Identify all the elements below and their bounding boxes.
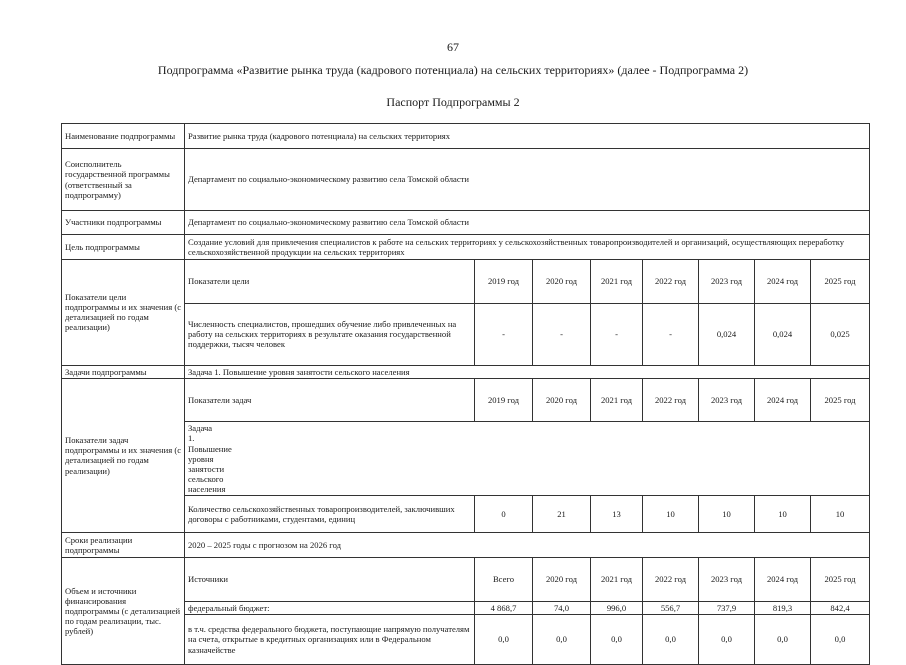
cell-source: в т.ч. средства федерального бюджета, поступающие напрямую получателям на счета, открытые в кредитных организациях или в Федеральном казначействе [185,614,475,664]
cell-label: Показатели задач подпрограммы и их значения (с детализацией по годам реализации) [62,378,185,533]
row-participants [62,211,870,235]
cell-task-label: Задача 1. Повышение уровня занятости сельского населения [185,422,870,496]
cell-label: Показатели цели подпрограммы и их значения (с детализацией по годам реализации) [62,260,185,366]
cell-value: 0,0 [643,614,699,664]
cell-value: 996,0 [591,601,643,614]
cell-header: 2022 год [643,378,699,422]
cell-value: - [475,303,533,365]
cell-label: Наименование подпрограммы [62,124,185,149]
cell-header: 2021 год [591,378,643,422]
cell-value: 737,9 [699,601,755,614]
cell-value: 0,0 [591,614,643,664]
cell-header: 2025 год [811,558,870,602]
cell-header: Показатели задач [185,378,475,422]
cell-header: 2025 год [811,378,870,422]
cell-header: 2023 год [699,558,755,602]
cell-value: 10 [811,496,870,533]
cell-label: Соисполнитель государственной программы (ответственный за подпрограмму) [62,149,185,211]
passport-table [61,123,870,665]
cell-header: 2020 год [533,378,591,422]
cell-value: - [643,303,699,365]
cell-header: Всего [475,558,533,602]
row-coexecutor [62,149,870,211]
cell-header: 2023 год [699,260,755,304]
row-terms [62,533,870,558]
cell-value: 10 [643,496,699,533]
row-goal [62,235,870,260]
cell-value: 0,025 [811,303,870,365]
cell-value: 0 [475,496,533,533]
cell-label: Сроки реализации подпрограммы [62,533,185,558]
cell-header: Показатели цели [185,260,475,304]
cell-header: 2023 год [699,378,755,422]
cell-header: Источники [185,558,475,602]
cell-value: Развитие рынка труда (кадрового потенциала) на сельских территориях [185,124,870,149]
cell-value: 10 [755,496,811,533]
cell-label: Задачи подпрограммы [62,365,185,378]
cell-header: 2021 год [591,260,643,304]
cell-header: 2019 год [475,260,533,304]
cell-value: 0,024 [755,303,811,365]
passport-title: Паспорт Подпрограммы 2 [386,95,520,109]
row-task-indicators-header [62,378,870,422]
cell-value: Создание условий для привлечения специалистов к работе на сельских территориях у сельскохозяйственных товаропроизводителей и организаций, осуществляющих переработку сельскохозяйственной продукции на сельских территориях [185,235,870,260]
cell-value: 819,3 [755,601,811,614]
cell-header: 2024 год [755,378,811,422]
cell-value: Задача 1. Повышение уровня занятости сельского населения [185,365,870,378]
cell-header: 2020 год [533,558,591,602]
cell-label: Цель подпрограммы [62,235,185,260]
cell-header: 2021 год [591,558,643,602]
cell-header: 2020 год [533,260,591,304]
cell-header: 2019 год [475,378,533,422]
cell-indicator: Количество сельскохозяйственных товаропроизводителей, заключивших договоры с работниками, студентами, единиц [185,496,475,533]
cell-header: 2022 год [643,260,699,304]
cell-value: 556,7 [643,601,699,614]
cell-value: 0,0 [533,614,591,664]
cell-value: Департамент по социально-экономическому развитию села Томской области [185,149,870,211]
cell-indicator: Численность специалистов, прошедших обучение либо привлеченных на работу на сельских территориях в результате оказания государственной поддержки, тысяч человек [185,303,475,365]
cell-header: 2022 год [643,558,699,602]
cell-source: федеральный бюджет: [185,601,475,614]
page-number: 67 [447,40,459,54]
cell-value: 0,0 [475,614,533,664]
cell-value: - [591,303,643,365]
cell-header: 2024 год [755,558,811,602]
cell-value: Департамент по социально-экономическому развитию села Томской области [185,211,870,235]
cell-value: 4 868,7 [475,601,533,614]
document-title: Подпрограмма «Развитие рынка труда (кадрового потенциала) на сельских территориях» (далее - Подпрограмма 2) [157,63,749,77]
cell-value: 0,024 [699,303,755,365]
row-goal-indicators-header [62,260,870,304]
row-tasks [62,365,870,378]
cell-value: 10 [699,496,755,533]
row-name [62,124,870,149]
cell-value: - [533,303,591,365]
cell-value: 13 [591,496,643,533]
cell-value: 2020 – 2025 годы с прогнозом на 2026 год [185,533,870,558]
cell-label: Участники подпрограммы [62,211,185,235]
cell-header: 2025 год [811,260,870,304]
row-financing-header [62,558,870,602]
cell-value: 842,4 [811,601,870,614]
cell-header: 2024 год [755,260,811,304]
cell-value: 74,0 [533,601,591,614]
cell-value: 0,0 [755,614,811,664]
cell-label: Объем и источники финансирования подпрограммы (с детализацией по годам реализации, тыс. рублей) [62,558,185,665]
cell-value: 0,0 [699,614,755,664]
cell-value: 21 [533,496,591,533]
cell-value: 0,0 [811,614,870,664]
